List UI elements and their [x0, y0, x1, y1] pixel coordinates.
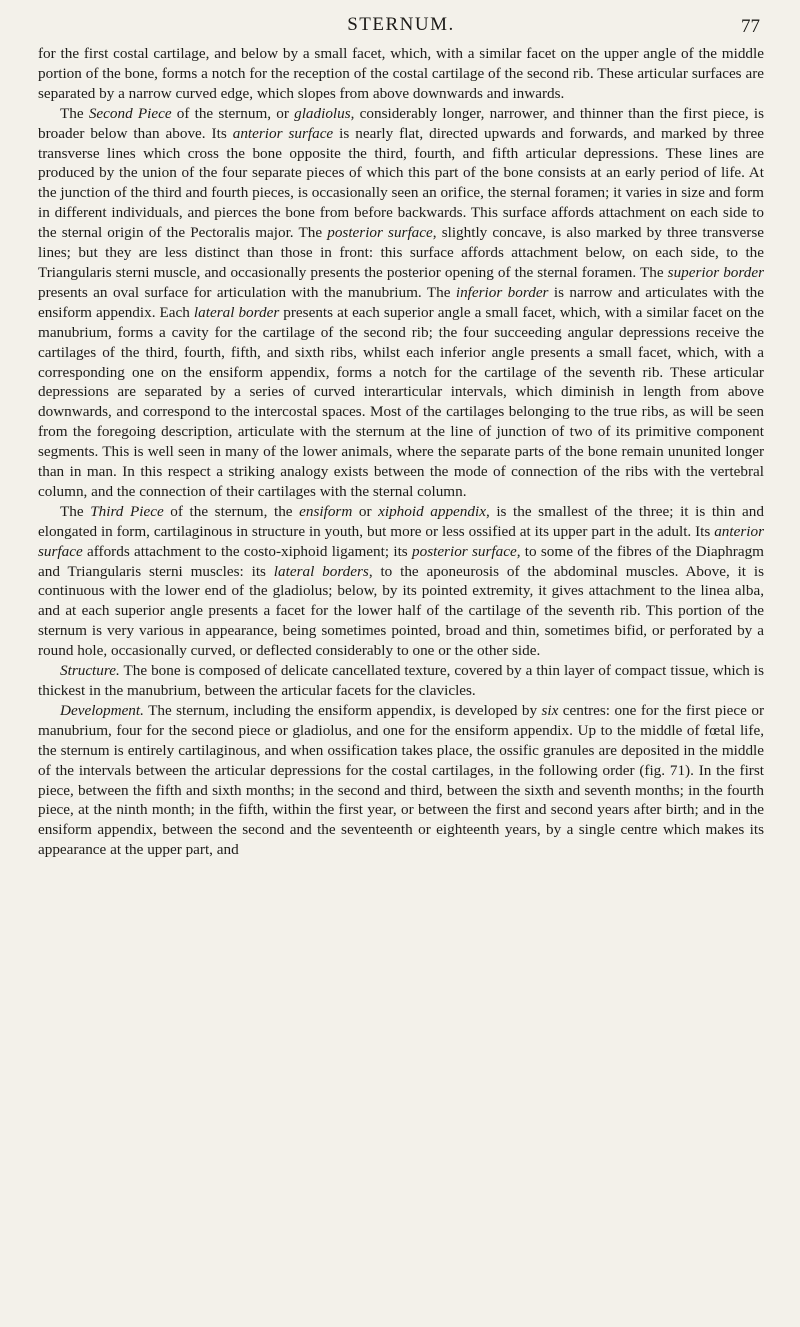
italic-term: posterior surface [327, 224, 433, 242]
text-run: , is the smallest of the three; it is thin and elongated in form, cartilaginous in structure in youth, but more or less ossified at its upper part in the adult. Its [38, 502, 764, 540]
paragraph [38, 104, 764, 502]
italic-term: gladiolus [294, 104, 351, 122]
text-run: The [60, 502, 91, 520]
italic-term: anterior surface [232, 124, 334, 142]
text-run: presents at each superior angle a small facet, which, with a similar facet on the manubrium, forms a cavity for the cartilage of the second rib; the four succeeding angular depressions receive the cartilages of the third, fourth, fifth, and sixth ribs, whilst each inferior angle presents a small facet, which, with a corresponding one on the ensiform appendix, forms a notch for the cartilage of the seventh rib. These articular depressions are separated by a series of curved interarticular intervals, which diminish in length from above downwards, and correspond to the intercostal spaces. Most of the cartilages belonging to the true ribs, as will be seen from the foregoing description, articulate with the sternum at the line of junction of two of its primitive component segments. This is well seen in many of the lower animals, where the separate parts of the bone remain ununited longer than in man. In this respect a striking analogy exists between the mode of connection of the ribs with the vertebral column, and the connection of their cartilages with the sternal column. [38, 303, 764, 500]
text-run: , slightly concave, is also marked by three transverse lines; but they are less distinct than those in front: this surface affords attachment below, on each side, to the Triangularis sterni muscle, and occasionally presents the posterior opening of the sternal foramen. The [38, 224, 764, 281]
text-run: , considerably longer, narrower, and thinner than the first piece, is broader below than above. Its [38, 104, 764, 142]
text-run: for the first costal cartilage, and below by a small facet, which, with a similar facet on the upper angle of the middle portion of the bone, forms a notch for the reception of the costal cartilage of the second rib. These articular surfaces are separated by a narrow curved edge, which slopes from above downwards and inwards. [38, 45, 764, 102]
italic-term: Third Piece [90, 502, 164, 520]
text-run: is narrow and articulates with the ensiform appendix. Each [38, 283, 765, 321]
paragraph [38, 661, 764, 701]
italic-term: Development. [60, 701, 144, 719]
text-run: , to the aponeurosis of the abdominal muscles. Above, it is continuous with the lower end of the gladiolus; below, by its pointed extremity, it gives attachment to the linea alba, and at each superior angle presents a facet for the lower half of the cartilage of the seventh rib. This portion of the sternum is very various in appearance, being sometimes pointed, broad and thin, sometimes bifid, or perforated by a round hole, occasionally curved, or deflected considerably to one or the other side. [38, 562, 764, 660]
italic-term: lateral border [193, 303, 280, 321]
italic-term: lateral borders [273, 562, 369, 580]
italic-term: anterior surface [38, 522, 764, 560]
text-run: centres: one for the first piece or manubrium, four for the second piece or gladiolus, and one for the ensiform appendix. Up to the middle of fœtal life, the sternum is entirely cartilaginous, and when ossification takes place, the ossific granules are deposited in the middle of the intervals between the articular depressions for the costal cartilages, in the following order (fig. 71). In the first piece, between the fifth and sixth months; in the second and third, between the sixth and seventh months; in the fourth piece, at the ninth month; in the fifth, within the first year, or between the first and second years after birth; and in the ensiform appendix, between the second and the seventeenth or eighteenth years, by a single centre which makes its appearance at the upper part, and [38, 701, 764, 859]
text-run: The bone is composed of delicate cancellated texture, covered by a thin layer of compact tissue, which is thickest in the manubrium, between the articular facets for the clavicles. [38, 662, 764, 699]
italic-term: superior border [667, 263, 764, 281]
body-text [38, 44, 764, 860]
text-run: , to some of the fibres of the Diaphragm and Triangularis sterni muscles: its [38, 542, 765, 580]
paragraph [38, 44, 764, 104]
italic-term: Second Piece [88, 104, 172, 122]
italic-term: inferior border [455, 283, 549, 301]
text-run: The sternum, including the ensiform appendix, is developed by [143, 701, 542, 719]
text-run: is nearly flat, directed upwards and forwards, and marked by three transverse lines which cross the bone opposite the third, fourth, and fifth articular depressions. These lines are produced by the union of the four separate pieces of which this part of the bone consists at an early period of life. At the junction of the third and fourth pieces, is occasionally seen an orifice, the sternal foramen; it varies in size and form in different individuals, and pierces the bone from before backwards. This surface affords attachment on each side to the sternal origin of the Pectoralis major. The [38, 124, 764, 242]
running-head: STERNUM. [347, 14, 455, 35]
text-run: or [352, 502, 379, 520]
text-run: of the sternum, or [171, 104, 295, 122]
italic-term: Structure. [60, 662, 120, 680]
text-run: of the sternum, the [163, 502, 300, 520]
paragraph [38, 701, 764, 860]
text-run: affords attachment to the costo-xiphoid ligament; its [82, 542, 412, 560]
paragraph [38, 502, 764, 661]
italic-term: posterior surface [412, 542, 517, 560]
italic-term: ensiform [299, 502, 353, 520]
italic-term: six [541, 701, 559, 719]
page-header [38, 14, 764, 38]
italic-term: xiphoid appendix [378, 502, 486, 520]
text-run: presents an oval surface for articulation with the manubrium. The [38, 283, 456, 301]
page-number: 77 [741, 16, 760, 37]
text-run: The [60, 104, 89, 122]
